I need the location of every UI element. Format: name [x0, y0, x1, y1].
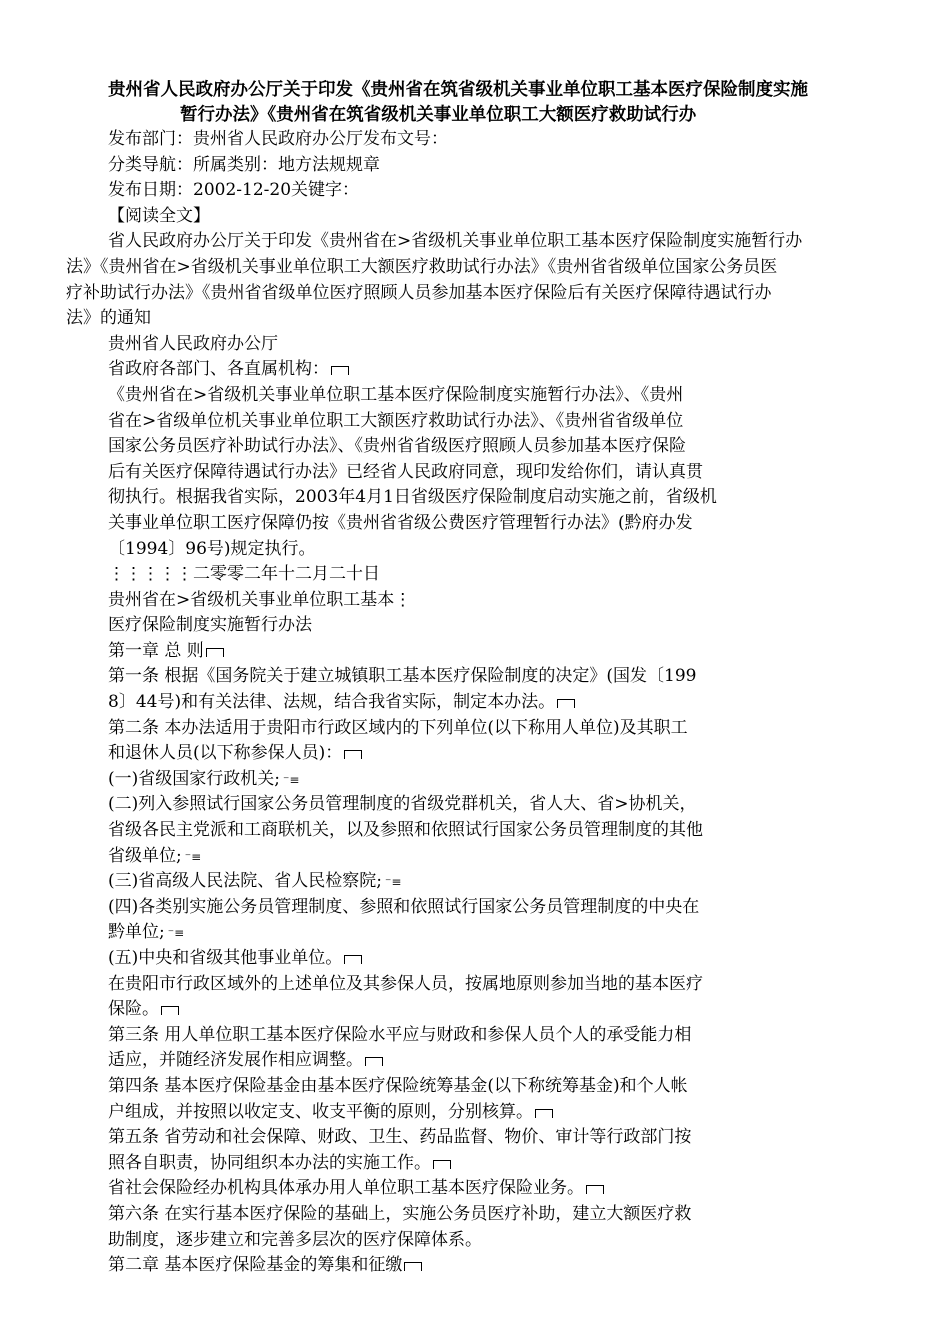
line-break-mark-icon: ⁻≡ — [167, 926, 185, 941]
text-lines — [66, 229, 896, 1278]
line-break-mark-icon: ⁻≡ — [184, 849, 202, 864]
text-line — [66, 460, 896, 486]
text-line — [66, 588, 896, 614]
text-line-content: 法》的通知 — [66, 308, 151, 329]
text-line-content: 第二条 本办法适用于贵阳市行政区域内的下列单位(以下称用人单位)及其职工 — [108, 717, 688, 738]
paragraph-mark-icon — [331, 366, 349, 375]
document-title — [108, 78, 888, 128]
text-line — [66, 664, 896, 690]
text-line — [66, 255, 896, 281]
paragraph-mark-icon — [206, 648, 224, 657]
text-line — [66, 409, 896, 435]
text-line-content: 国家公务员医疗补助试行办法》、《贵州省省级医疗照顾人员参加基本医疗保险 — [108, 436, 686, 457]
text-line — [66, 1125, 896, 1151]
title-line-2: 暂行办法》《贵州省在筑省级机关事业单位职工大额医疗救助试行办 — [180, 105, 697, 125]
text-line-content: 在贵阳市行政区域外的上述单位及其参保人员，按属地原则参加当地的基本医疗 — [108, 973, 703, 994]
text-line-content: (二)列入参照试行国家公务员管理制度的省级党群机关，省人大、省>协机关， — [108, 794, 697, 815]
text-line-content: 省政府各部门、各直属机构： — [108, 359, 329, 380]
text-line — [66, 767, 896, 793]
paragraph-mark-icon — [433, 1160, 451, 1169]
text-line — [66, 818, 896, 844]
text-line — [66, 281, 896, 307]
text-line — [66, 613, 896, 639]
text-line — [66, 946, 896, 972]
text-line — [66, 895, 896, 921]
publish-department: 发布部门：贵州省人民政府办公厅发布文号： — [108, 129, 448, 149]
text-line — [66, 1253, 896, 1279]
text-line-content: 保险。 — [108, 999, 159, 1020]
text-line — [66, 869, 896, 895]
text-line-content: 省社会保险经办机构具体承办用人单位职工基本医疗保险业务。 — [108, 1178, 584, 1199]
text-line — [66, 383, 896, 409]
text-line — [66, 792, 896, 818]
text-line-content: 省级各民主党派和工商联机关，以及参照和依照试行国家公务员管理制度的其他 — [108, 820, 703, 841]
text-line-content: 第五条 省劳动和社会保障、财政、卫生、药品监督、物价、审计等行政部门按 — [108, 1127, 692, 1148]
text-line-content: 〔1994〕96号)规定执行。 — [108, 538, 316, 559]
text-line-content: 第四条 基本医疗保险基金由基本医疗保险统筹基金(以下称统筹基金)和个人帐 — [108, 1075, 688, 1096]
paragraph-mark-icon — [344, 955, 362, 964]
text-line — [66, 920, 896, 946]
text-line — [66, 997, 896, 1023]
text-line-content: 关事业单位职工医疗保障仍按《贵州省省级公费医疗管理暂行办法》(黔府办发 — [108, 512, 693, 533]
line-break-mark-icon: ⁻≡ — [385, 875, 402, 890]
text-line-content: 助制度，逐步建立和完善多层次的医疗保障体系。 — [108, 1229, 482, 1250]
text-line — [66, 229, 896, 255]
text-line-content: (五)中央和省级其他事业单位。 — [108, 948, 343, 968]
text-line — [66, 716, 896, 742]
title-line-1: 贵州省人民政府办公厅关于印发《贵州省在筑省级机关事业单位职工基本医疗保险制度实施 — [108, 80, 808, 100]
read-full-link[interactable]: 【阅读全文】 — [108, 205, 210, 226]
paragraph-mark-icon — [344, 750, 362, 759]
paragraph-mark-icon — [586, 1185, 604, 1194]
text-line-content: 贵州省人民政府办公厅 — [108, 333, 278, 354]
text-line-content: 8〕44号)和有关法律、法规，结合我省实际，制定本办法。 — [108, 692, 556, 713]
paragraph-mark-icon — [557, 699, 575, 708]
text-line — [66, 690, 896, 716]
text-line-content: 后有关医疗保障待遇试行办法》已经省人民政府同意，现印发给你们，请认真贯 — [108, 461, 703, 482]
text-line — [66, 357, 896, 383]
publish-date: 发布日期：2002-12-20关键字： — [108, 180, 360, 201]
text-line — [66, 1100, 896, 1126]
text-line-content: 贵州省在>省级机关事业单位职工基本⋮ — [108, 589, 412, 610]
text-line — [66, 511, 896, 537]
document-body — [66, 127, 896, 1279]
text-line — [66, 537, 896, 563]
text-line — [66, 741, 896, 767]
text-line-content: 省在>省级单位机关事业单位职工大额医疗救助试行办法》、《贵州省省级单位 — [108, 410, 684, 431]
text-line-content: 省级单位; — [108, 845, 182, 866]
text-line — [66, 562, 896, 588]
text-line-content: 适应，并随经济发展作相应调整。 — [108, 1050, 363, 1071]
text-line — [66, 972, 896, 998]
text-line-content: 照各自职责，协同组织本办法的实施工作。 — [108, 1152, 431, 1173]
text-line — [66, 434, 896, 460]
text-line-content: (四)各类别实施公务员管理制度、参照和依照试行国家公务员管理制度的中央在 — [108, 896, 700, 917]
text-line-content: 第一章 总 则 — [108, 640, 204, 661]
text-line-content: 第二章 基本医疗保险基金的筹集和征缴 — [108, 1255, 403, 1276]
text-line — [66, 1202, 896, 1228]
text-line — [66, 1176, 896, 1202]
text-line — [66, 1228, 896, 1254]
line-break-mark-icon: ⁻≡ — [283, 772, 300, 787]
text-line — [66, 639, 896, 665]
text-line — [66, 485, 896, 511]
text-line-content: 医疗保险制度实施暂行办法 — [108, 615, 312, 636]
text-line-content: 和退休人员(以下称参保人员)： — [108, 743, 343, 764]
paragraph-mark-icon — [404, 1262, 422, 1271]
category-navigation: 分类导航：所属类别：地方法规规章 — [108, 154, 380, 175]
text-line — [66, 1151, 896, 1177]
text-line-content: 第六条 在实行基本医疗保险的基础上，实施公务员医疗补助，建立大额医疗救 — [108, 1203, 692, 1224]
text-line — [66, 844, 896, 870]
text-line — [66, 1023, 896, 1049]
text-line — [66, 332, 896, 358]
text-line-content: 第三条 用人单位职工基本医疗保险水平应与财政和参保人员个人的承受能力相 — [108, 1024, 692, 1045]
text-line — [66, 306, 896, 332]
text-line-content: 法》《贵州省在>省级机关事业单位职工大额医疗救助试行办法》《贵州省省级单位国家公务员医 — [66, 256, 778, 277]
text-line — [66, 1074, 896, 1100]
text-line-content: (一)省级国家行政机关; — [108, 768, 280, 789]
text-line — [66, 1048, 896, 1074]
paragraph-mark-icon — [365, 1057, 383, 1066]
text-line-content: 疗补助试行办法》《贵州省省级单位医疗照顾人员参加基本医疗保险后有关医疗保障待遇试行办 — [66, 282, 772, 303]
text-line-content: 《贵州省在>省级机关事业单位职工基本医疗保险制度实施暂行办法》、《贵州 — [108, 384, 684, 405]
text-line-content: 第一条 根据《国务院关于建立城镇职工基本医疗保险制度的决定》(国发〔199 — [108, 666, 697, 687]
text-line-content: ⋮⋮⋮⋮⋮二零零二年十二月二十日 — [108, 564, 380, 585]
paragraph-mark-icon — [535, 1109, 553, 1118]
text-line-content: 黔单位; — [108, 922, 165, 943]
text-line-content: 省人民政府办公厅关于印发《贵州省在>省级机关事业单位职工基本医疗保险制度实施暂行办 — [108, 231, 803, 252]
text-line-content: (三)省高级人民法院、省人民检察院; — [108, 871, 382, 892]
text-line-content: 彻执行。根据我省实际，2003年4月1日省级医疗保险制度启动实施之前，省级机 — [108, 487, 717, 508]
text-line-content: 户组成，并按照以收定支、收支平衡的原则，分别核算。 — [108, 1101, 533, 1122]
paragraph-mark-icon — [161, 1006, 179, 1015]
